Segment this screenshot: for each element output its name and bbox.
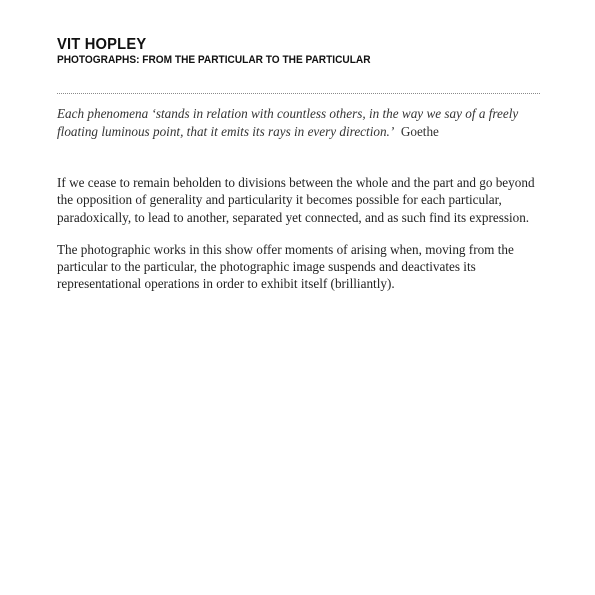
body-paragraph: If we cease to remain beholden to divisions between the whole and the part and go beyond the opposition of generality and particularity it becomes possible for each particular, paradoxically, to lead to another, separated yet connected, and as such find its expression. <box>57 175 535 225</box>
show-title: PHOTOGRAPHS: FROM THE PARTICULAR TO THE PARTICULAR <box>57 54 371 66</box>
body-paragraph: The photographic works in this show offer moments of arising when, moving from the particular to the particular, the photographic image suspends and deactivates its representational operations in order to exhibit itself (brilliantly). <box>57 241 514 292</box>
quote-author: Goethe <box>400 124 439 139</box>
quote-text: Each phenomena ‘stands in relation with countless others, in the way we say of a freely floating luminous point, that it emits its rays in every direction.’ <box>57 106 519 139</box>
artist-name: VIT HOPLEY <box>57 36 147 53</box>
document-page <box>57 36 540 293</box>
epigraph-quote <box>57 105 540 141</box>
dotted-divider <box>57 93 540 94</box>
